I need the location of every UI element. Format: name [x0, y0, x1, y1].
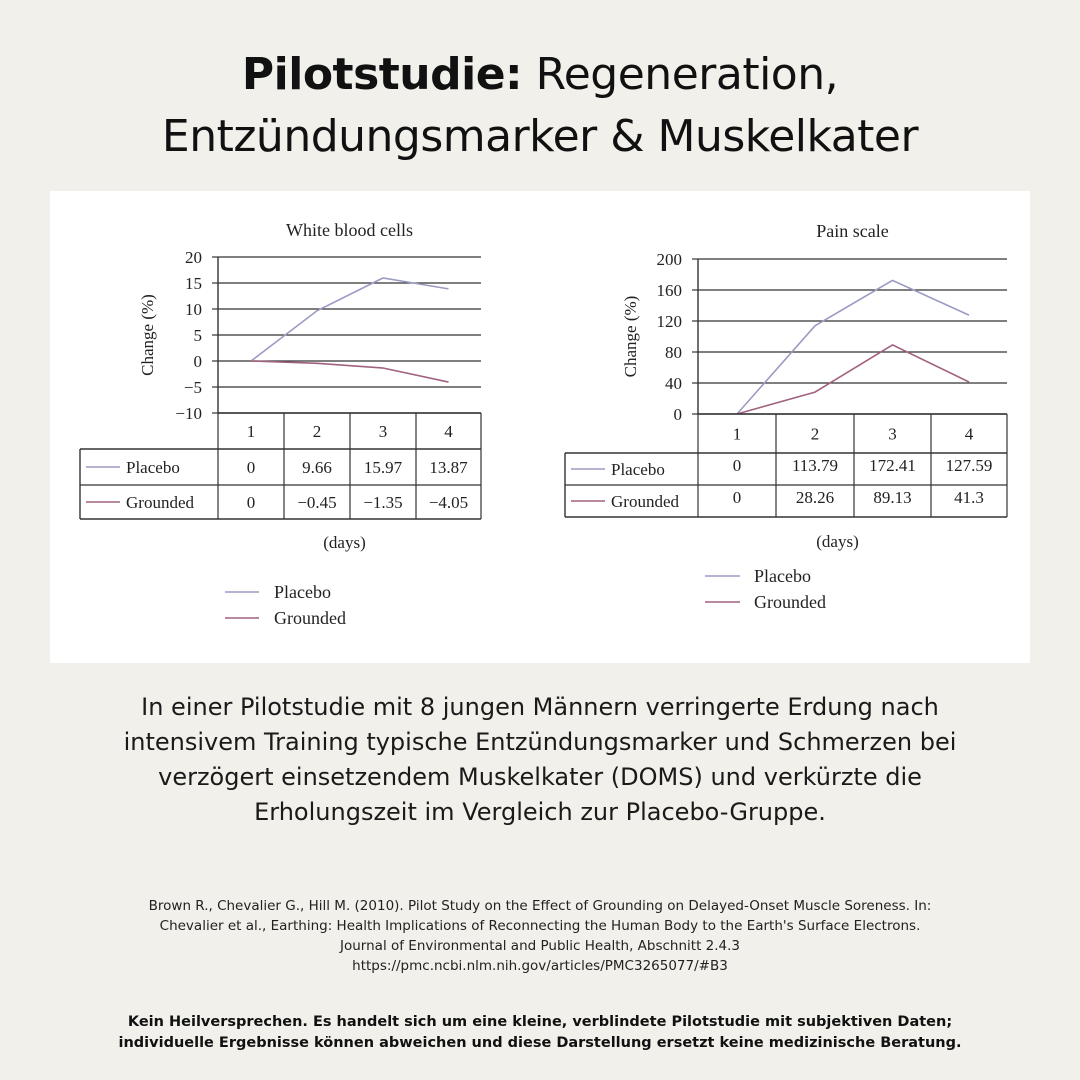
y-tick-label-0-0: 20 [185, 248, 202, 267]
y-tick-label-1-3: 80 [665, 343, 682, 362]
chart-title-1: Pain scale [816, 221, 889, 241]
disclaimer-line-2: individuelle Ergebnisse können abweichen und diese Darstellung ersetzt keine medizinische Beratung. [118, 1035, 962, 1051]
data-label-grounded-0-3: −4.05 [428, 493, 469, 512]
data-label-grounded-1-2: 89.13 [873, 488, 912, 507]
data-label-placebo-1-0: 0 [732, 456, 742, 475]
series-line-grounded-1 [737, 345, 969, 414]
data-label-grounded-0-1: −0.45 [297, 493, 337, 512]
data-label-placebo-0-2: 15.97 [363, 458, 403, 477]
data-label-grounded-0-0: 0 [246, 493, 256, 512]
x-category-label-0-1: 2 [312, 422, 322, 441]
data-label-placebo-1-2: 172.41 [869, 456, 916, 475]
series-line-placebo-1 [737, 280, 969, 414]
citation-line-1: Brown R., Chevalier G., Hill M. (2010). Pilot Study on the Effect of Grounding on Delayed-Onset Muscle Soreness. In: [148, 898, 932, 914]
chart-panel [50, 191, 1030, 663]
title-rest: Regeneration, [522, 49, 839, 100]
y-tick-label-1-4: 40 [665, 374, 682, 393]
table-series-name-placebo-0: Placebo [126, 458, 180, 477]
disclaimer-line-1: Kein Heilversprechen. Es handelt sich um eine kleine, verblindete Pilotstudie mit subjektiven Daten; [127, 1014, 953, 1030]
title-line-1 [0, 44, 1080, 106]
data-label-grounded-1-0: 0 [732, 488, 742, 507]
data-label-grounded-1-3: 41.3 [954, 488, 984, 507]
y-tick-label-0-4: 0 [193, 352, 202, 371]
y-tick-label-0-3: 5 [193, 326, 202, 345]
citation-line-2: Chevalier et al., Earthing: Health Implications of Reconnecting the Human Body to the Earth's Surface Electrons. [159, 918, 921, 934]
y-tick-label-1-5: 0 [673, 405, 682, 424]
legend-label-grounded-1: Grounded [754, 592, 826, 612]
title-line-2: Entzündungsmarker & Muskelkater [161, 111, 919, 162]
data-label-grounded-1-1: 28.26 [795, 488, 835, 507]
data-label-grounded-0-2: −1.35 [363, 493, 403, 512]
data-label-placebo-0-3: 13.87 [429, 458, 468, 477]
y-tick-label-0-6: −10 [175, 404, 202, 423]
data-label-placebo-1-3: 127.59 [945, 456, 993, 475]
chart-title-0: White blood cells [286, 220, 413, 240]
y-tick-label-1-2: 120 [656, 312, 682, 331]
legend-label-placebo-1: Placebo [754, 566, 811, 586]
y-axis-label-0: Change (%) [138, 294, 157, 376]
table-series-name-grounded-0: Grounded [126, 493, 194, 512]
series-line-placebo-0 [251, 278, 449, 361]
x-category-label-1-0: 1 [732, 424, 742, 444]
page-title [0, 44, 1080, 168]
legend-label-grounded-0: Grounded [274, 608, 346, 628]
citation-line-3: Journal of Environmental and Public Health, Abschnitt 2.4.3 [340, 938, 740, 954]
x-category-label-0-0: 1 [246, 422, 256, 441]
y-tick-label-0-1: 15 [185, 274, 202, 293]
x-category-label-0-2: 3 [378, 422, 388, 441]
x-category-label-0-3: 4 [444, 422, 453, 441]
title-bold: Pilotstudie: [241, 49, 523, 100]
summary-text: In einer Pilotstudie mit 8 jungen Männern verringerte Erdung nach intensivem Training typische Entzündungsmarker und Schmerzen bei verzögert einsetzendem Muskelkater (DOMS) und verkürzte die Erholungszeit im Vergleich zur Placebo-Gruppe. [123, 693, 957, 826]
citation [100, 896, 980, 976]
y-tick-label-1-0: 200 [656, 250, 682, 269]
series-line-grounded-0 [251, 361, 449, 382]
y-axis-label-1: Change (%) [621, 295, 640, 378]
x-category-label-1-1: 2 [810, 424, 820, 444]
y-tick-label-0-5: −5 [183, 378, 202, 397]
x-category-label-1-3: 4 [964, 424, 974, 444]
table-series-name-placebo-1: Placebo [611, 460, 665, 479]
data-label-placebo-0-0: 0 [246, 458, 256, 477]
legend-label-placebo-0: Placebo [274, 582, 331, 602]
charts-svg [50, 191, 1030, 663]
citation-link[interactable]: https://pmc.ncbi.nlm.nih.gov/articles/PMC3265077/#B3 [352, 958, 728, 974]
data-label-placebo-1-1: 113.79 [791, 456, 839, 475]
x-axis-label-0: (days) [323, 533, 366, 552]
y-tick-label-1-1: 160 [656, 281, 682, 300]
y-tick-label-0-2: 10 [185, 300, 202, 319]
x-axis-label-1: (days) [816, 532, 859, 551]
table-series-name-grounded-1: Grounded [611, 492, 679, 511]
data-label-placebo-0-1: 9.66 [302, 458, 332, 477]
disclaimer [60, 1012, 1020, 1054]
x-category-label-1-2: 3 [888, 424, 897, 444]
